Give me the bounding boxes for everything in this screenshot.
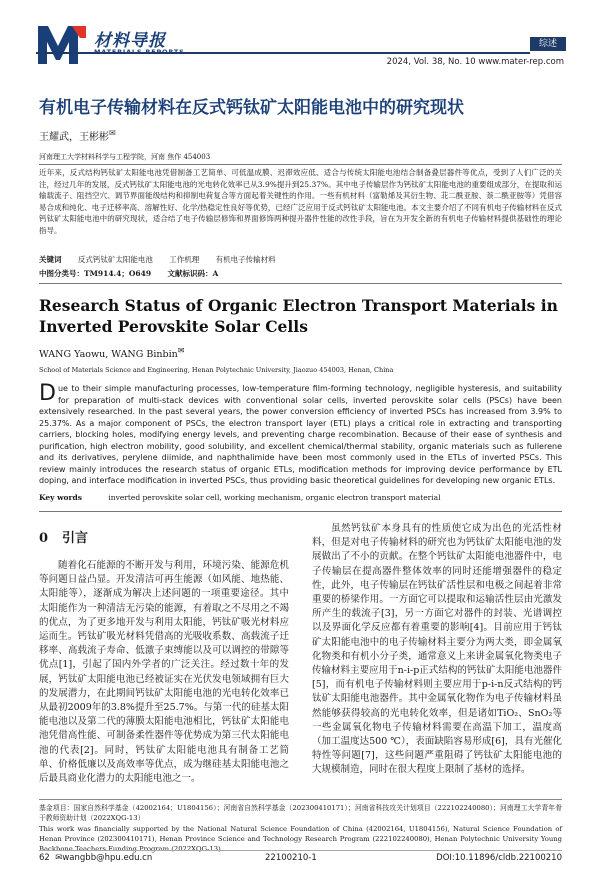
body-column-right: 虽然钙钛矿本身具有的性质使它成为出色的光活性材料，但是对电子传输材料的研究也为钙钛矿太阳能电池的发展做出了不小的贡献。在整个钙钛矿太阳能电池器件中，电子传输层在提高器件整体效率的同时还能增强器件的稳定性，此外，电子传输层在钙钛矿活性层和电极之间起着非常重要的桥梁作用。一方面它可以提取和运输活性层由光激发所产生的载流子[3]，另一方面它对器件的封装、光谱调控以及界面化学反应都有着重要的影响[4]。目前应用于钙钛矿太阳能电池中的电子传输材料主要分为两大类，即金属氧化物类和有机小分子类，通常意义上来讲金属氧化物类电子传输材料主要应用于n-i-p正式结构的钙钛矿太阳能电池器件[5]，而有机电子传输材料则主要应用于p-i-n反式结构的钙钛矿太阳能电池器件。其中金属氧化物作为电子传输材料虽然能够获得较高的光电转化效率，但是诸如TiO₂、SnO₂等一些金属氧化物电子传输材料需要在高温下加工，温度高（加工温度达500 ℃），表面缺陷容易形成[6]，具有光催化特性等问题[7]，这些问题严重阻碍了钙钛矿太阳能电池的大规模制造，同时在很大程度上限制了基材的选择。 <box>312 523 562 776</box>
divider <box>39 164 562 165</box>
authors-cn <box>39 128 116 143</box>
email-icon: ✉ <box>109 128 116 138</box>
keywords-en-text: inverted perovskite solar cell, working mechanism, organic electron transport material <box>108 493 441 502</box>
section-title: 引言 <box>62 531 89 546</box>
abstract-en-text: ue to their simple manufacturing processes, low-temperature film-forming technology, negligible hysteresis, and suitability for preparation of multi-stack devices with conventional solar cells, inverted perovskite solar cells (PSCs) have been extensively researched. In the past several years, the power conversion efficiency of inverted PSCs has increased from 3.9% to 25.37%. As a major component of PSCs, the electron transport layer (ETL) plays a critical role in extracting and transporting carriers, blocking holes, modifying energy levels, and preventing charge recombination. Because of their ease of synthesis and purification, high electron mobility, good solubility, and excellent chemical/thermal stability, organic materials such as fullerene and its derivatives, perylene diimide, and naphthalimide have been most commonly used in the ETLs of inverted PSCs. This review mainly introduces the research status of organic ETLs, modification methods for improving device performance by ETL doping, and interface modification in inverted PSCs, thus providing basic theoretical guidelines for developing new organic ETLs. <box>39 384 562 485</box>
journal-name-cn: 材料导报 <box>94 31 166 51</box>
section-heading <box>39 527 88 546</box>
divider <box>39 511 562 512</box>
footnote-rule <box>39 799 562 800</box>
doi: DOI:10.11896/cldb.22100210 <box>436 853 562 863</box>
affiliation-en: School of Materials Science and Engineering, Henan Polytechnic University, Jiaozuo 454003, Henan, China <box>39 366 394 374</box>
keywords-en-label: Key words <box>39 493 82 502</box>
email-icon: ✉ <box>55 853 63 863</box>
page-footer-left <box>39 853 152 863</box>
section-tag: 综述 <box>530 37 566 51</box>
author-email: wangbb@hpu.edu.cn <box>62 853 153 863</box>
keywords-cn <box>39 254 562 265</box>
doc-code: 文献标识码：A <box>167 269 219 278</box>
authors-en <box>39 346 184 360</box>
keyword-cn: 有机电子传输材料 <box>215 255 276 264</box>
journal-logo-icon <box>36 20 88 66</box>
keywords-en <box>39 493 441 502</box>
authors-cn-text: 王耀武，王彬彬 <box>39 132 109 143</box>
journal-header <box>0 0 600 70</box>
email-icon: ✉ <box>177 346 185 355</box>
body-column-left: 随着化石能源的不断开发与利用，环境污染、能源危机等问题日益凸显。开发清洁可再生能源（如风能、地热能、太阳能等），逐渐成为解决上述问题的一项重要途径。其中太阳能作为一种清洁无污染的能源，有着取之不尽用之不竭的优点，为了更多地开发与利用太阳能，钙钛矿吸光材料应运而生。钙钛矿吸光材料凭借高的光吸收系数、高载流子迁移率、高载流子寿命、低激子束缚能以及可以调控的带隙等优点[1]，引起了国内外学者的广泛关注。经过数十年的发展，钙钛矿太阳能电池已经被证实在光伏发电领域拥有巨大的发展潜力，在此期间钙钛矿太阳能电池的光电转化效率已从最初2009年的3.8%提升至25.7%。与第一代的硅基太阳能电池以及第二代的薄膜太阳能电池相比，钙钛矿太阳能电池凭借高性能、可制备柔性器件等优势成为第三代太阳能电池的代表[2]。同时，钙钛矿太阳能电池具有制备工艺简单、价格低廉以及高效率等优点，成为继硅基太阳能电池之后最具商业化潜力的太阳能电池之一。 <box>39 560 289 785</box>
footnote-funding-en: This work was financially supported by the National Natural Science Foundation of China (42002164, U1804156), Natural Science Foundation of Henan Province (202300410171), Henan Province Science and Technology Research Program (222102240080), Henan Polytechnic University Young Backbone Teachers Funding Program (2022XQG-13). <box>39 825 562 853</box>
article-number: 22100210-1 <box>265 853 317 863</box>
footnote-funding-cn: 基金项目：国家自然科学基金（42002164；U1804156）；河南省自然科学基金（202300410171）；河南省科技攻关计划项目（222102240080）；河南理工大学青年骨干教师资助计划（2022XQG-13） <box>39 804 562 822</box>
keyword-cn: 工作机理 <box>169 255 200 264</box>
abstract-cn: 近年来，反式结构钙钛矿太阳能电池凭借制备工艺简单、可低温成膜、迟滞效应低、适合与传统太阳能电池结合制备叠层器件等优点，受到了人们广泛的关注，经过几年的发展，反式钙钛矿太阳能电池的光电转化效率已从3.9%提升到25.37%。其中电子传输层作为钙钛矿太阳能电池的重要组成部分，在提取和运输载流子、阻挡空穴、调节界面能级结构和抑制电荷复合等方面起着关键性的作用。一些有机材料（富勒烯及其衍生物、苝二酰亚胺、萘二酰亚胺等）凭借容易合成和纯化、电子迁移率高、溶解性好、化学/热稳定性良好等优势，已经广泛应用于反式钙钛矿太阳能电池。本文主要介绍了不同有机电子传输材料在反式钙钛矿太阳能电池中的研究现状，适合结了电子传输层修饰和界面修饰两种提升器件性能的改性手段，旨在为开发全新的有机电子传输材料提供基础性的理论指导。 <box>39 168 562 235</box>
page-title-en: Research Status of Organic Electron Transport Materials in Inverted Perovskite Solar Cells <box>39 296 558 336</box>
issue-info: 2024, Vol. 38, No. 10 www.mater-rep.com <box>386 57 564 67</box>
header-rule <box>36 52 530 54</box>
page-title-cn: 有机电子传输材料在反式钙钛矿太阳能电池中的研究现状 <box>39 98 464 118</box>
divider <box>39 283 562 284</box>
classification-cn <box>39 268 232 279</box>
keyword-cn: 反式钙钛矿太阳能电池 <box>77 255 153 264</box>
keywords-cn-label: 关键词 <box>39 255 62 264</box>
page-footer-rule <box>39 850 562 851</box>
abstract-dropcap: D <box>39 381 56 406</box>
affiliation-cn: 河南理工大学材料科学与工程学院，河南 焦作 454003 <box>39 153 211 161</box>
abstract-en <box>39 383 562 487</box>
class-number: 中图分类号：TM914.4；O649 <box>39 269 152 278</box>
page-number: 62 <box>39 853 50 863</box>
section-number: 0 <box>39 531 49 546</box>
authors-en-text: WANG Yaowu, WANG Binbin <box>39 349 178 361</box>
